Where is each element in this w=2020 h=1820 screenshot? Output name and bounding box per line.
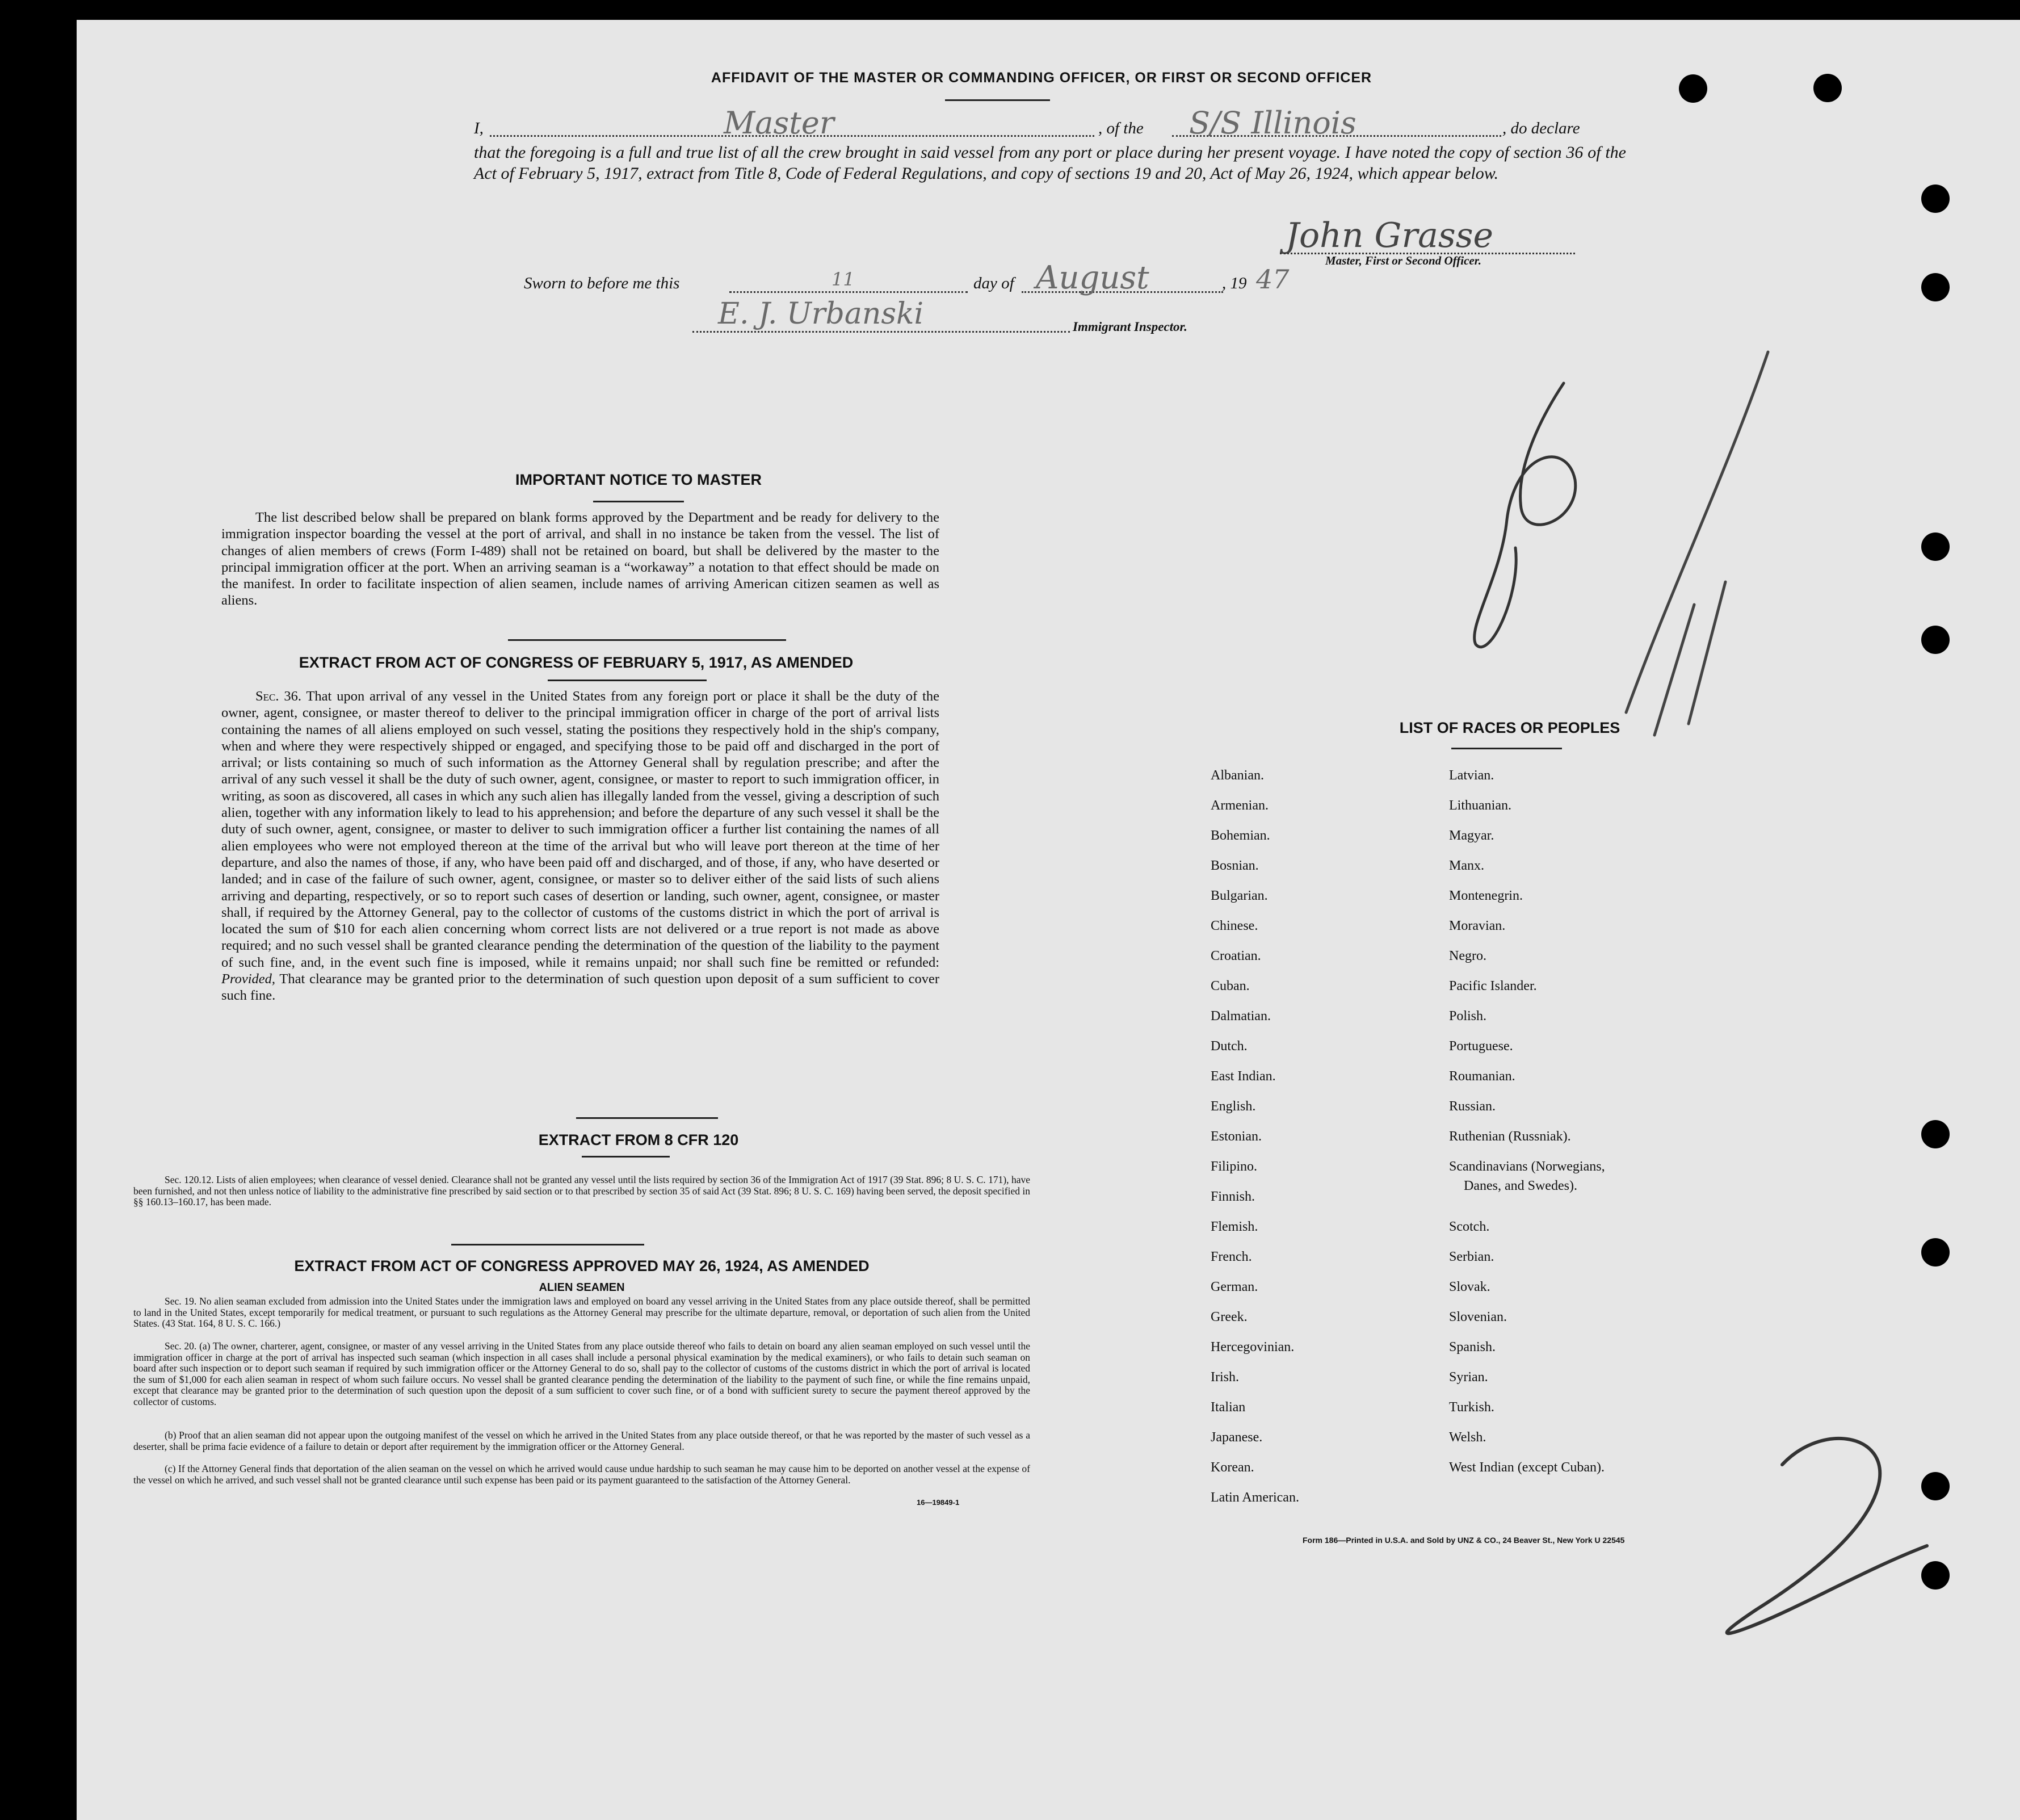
sworn-day-handwritten: 11 <box>831 269 855 290</box>
race-item: Manx. <box>1449 858 1484 873</box>
races-divider <box>1451 748 1562 749</box>
extract-1917-text <box>221 688 939 1004</box>
sec-36-body: That upon arrival of any vessel in the United States from any foreign port or place it shall be the duty of the owner, agent, consignee, or master thereof to deliver to the principal immigration officer in charge of the port of arrival lists containing the names of all aliens employed on such vessel, stating the positions they respectively hold in the ship's company, when and where they were respectively shipped or engaged, and specifying those to be paid off and discharged in the port of arrival; or lists containing so much of such information as the Attorney General shall by regulation prescribe; and after the arrival of any such vessel it shall be the duty of such owner, agent, consignee, or master to report to such immigration officer, in writing, as soon as discovered, all cases in which any such alien has illegally landed from the vessel, giving a description of such alien, together with any information likely to lead to his apprehension; and before the departure of any such vessel it shall be the duty of such owner, agent, consignee, or master to deliver to such immigration officer a further list containing the names of all alien employees who were not employed thereon at the time of the arrival but who will leave port thereon at the time of her departure, and also the names of those, if any, who have been paid off and discharged, and of those, if any, who have deserted or landed; and in case of the failure of such owner, agent, consignee, or master so to deliver either of the said lists of such aliens arriving and departing, respectively, or so to report such cases of desertion or landing, such owner, agent, consignee, or master shall, if required by the Attorney General, pay to the collector of customs of the customs district in which the port of arrival is located the sum of $10 for each alien concerning whom correct lists are not delivered or a true report is not made as above required; and no such vessel shall be granted clearance pending the determination of the question of the liability to the payment of such fine, and, in the event such fine is imposed, while it remains unpaid; nor shall such fine be remitted or refunded: <box>221 689 939 970</box>
race-item: Dutch. <box>1211 1039 1248 1054</box>
race-item: Magyar. <box>1449 828 1494 843</box>
race-item-continuation: Danes, and Swedes). <box>1464 1179 1577 1193</box>
race-item: Estonian. <box>1211 1129 1262 1144</box>
race-item: Scandinavians (Norwegians, <box>1449 1159 1605 1174</box>
race-item: Chinese. <box>1211 919 1258 933</box>
race-item: Portuguese. <box>1449 1039 1513 1054</box>
do-declare-label: , do declare <box>1502 119 1580 137</box>
binder-hole <box>1813 74 1842 102</box>
race-item: Latvian. <box>1449 768 1494 783</box>
race-item: Slovenian. <box>1449 1310 1507 1324</box>
race-item: Greek. <box>1211 1310 1248 1324</box>
provided-term: Provided, <box>221 971 276 987</box>
sec-36-label: Sec. 36. <box>255 689 301 704</box>
extract-cfr-text: Sec. 120.12. Lists of alien employees; when clearance of vessel denied. Clearance shall not be granted any vessel until the lists required by section 36 of the Immigration Act of 1917 (39 Stat. 896; 8 U. S. C. 171), have been furnished, and not then unless notice of liability to the administrative fine prescribed by said section or to that prescribed by section 35 of said Act (39 Stat. 896; 8 U. S. C. 169) having been served, the deposit specified in §§ 160.13–160.17, has been made. <box>133 1174 1030 1208</box>
race-item: Negro. <box>1449 949 1486 963</box>
race-item: Polish. <box>1449 1009 1487 1024</box>
race-item: Cuban. <box>1211 979 1250 993</box>
binder-hole <box>1921 1561 1950 1590</box>
notice-title: IMPORTANT NOTICE TO MASTER <box>515 471 762 488</box>
race-item: East Indian. <box>1211 1069 1276 1084</box>
signature-label: Master, First or Second Officer. <box>1325 254 1481 267</box>
vessel-handwritten: S/S Illinois <box>1189 105 1357 141</box>
race-item: Spanish. <box>1449 1340 1496 1354</box>
race-item: Flemish. <box>1211 1219 1258 1234</box>
binder-hole <box>1921 184 1950 213</box>
extract-1924-subtitle: ALIEN SEAMEN <box>539 1281 625 1294</box>
race-item: Croatian. <box>1211 949 1261 963</box>
race-item: Hercegovinian. <box>1211 1340 1295 1354</box>
year-handwritten: 47 <box>1256 264 1290 295</box>
race-item: Lithuanian. <box>1449 798 1511 813</box>
inspector-label: Immigrant Inspector. <box>1073 320 1187 334</box>
sec-19-text: Sec. 19. No alien seaman excluded from admission into the United States under the immigration laws and employed on board any vessel arriving in the United States from any place outside thereof, shall be permitted to land in the United States, except temporarily for medical treatment, or pursuant to such regulations as the Attorney General may prescribe for the ultimate departure, removal, or deportation of such alien from the United States. (43 Stat. 164, 8 U. S. C. 166.) <box>133 1295 1030 1330</box>
extract-cfr-title: EXTRACT FROM 8 CFR 120 <box>538 1131 739 1148</box>
race-item: Dalmatian. <box>1211 1009 1271 1024</box>
binder-hole <box>1921 273 1950 301</box>
race-item: Scotch. <box>1449 1219 1490 1234</box>
race-item: Syrian. <box>1449 1370 1488 1385</box>
race-item: English. <box>1211 1099 1256 1114</box>
sec-36-end: That clearance may be granted prior to the determination of such question upon deposit of a sum sufficient to cover such fine. <box>221 971 939 1004</box>
race-item: Montenegrin. <box>1449 888 1523 903</box>
race-item: Roumanian. <box>1449 1069 1515 1084</box>
race-item: Armenian. <box>1211 798 1269 813</box>
race-item: Turkish. <box>1449 1400 1494 1415</box>
section-divider-1 <box>508 639 786 641</box>
race-item: Latin American. <box>1211 1490 1299 1505</box>
affidavit-title: AFFIDAVIT OF THE MASTER OR COMMANDING OFFICER, OR FIRST OR SECOND OFFICER <box>711 70 1372 86</box>
race-item: Japanese. <box>1211 1430 1263 1445</box>
race-item: Serbian. <box>1449 1249 1494 1264</box>
race-item: German. <box>1211 1280 1258 1294</box>
i-label: I, <box>474 119 484 137</box>
race-item: Korean. <box>1211 1460 1254 1475</box>
master-handwritten: Master <box>724 105 834 141</box>
binder-hole <box>1679 74 1707 103</box>
year-prefix: , 19 <box>1222 274 1247 292</box>
declaration-text: that the foregoing is a full and true list of all the crew brought in said vessel from any port or place during her present voyage. I have noted the copy of section 36 of the Act of February 5, 1917, extract from Title 8, Code of Federal Regulations, and copy of sections 19 and 20, Act of May 26, 1924, which appear below. <box>474 143 1626 183</box>
extract-1917-divider <box>548 680 707 681</box>
race-item: Bulgarian. <box>1211 888 1268 903</box>
race-item: Pacific Islander. <box>1449 979 1537 993</box>
sec-20b-text: (b) Proof that an alien seaman did not appear upon the outgoing manifest of the vessel on which he arrived in the United States from any place outside thereof, or that he was reported by the master of such vessel as a deserter, shall be prima facie evidence of a failure to detain or deport after requirement by the immigration officer or the Attorney General. <box>133 1429 1030 1452</box>
race-item: Bosnian. <box>1211 858 1259 873</box>
of-the-label: , of the <box>1098 119 1144 137</box>
races-title: LIST OF RACES OR PEOPLES <box>1399 719 1620 736</box>
race-item: Filipino. <box>1211 1159 1258 1174</box>
race-item: Moravian. <box>1449 919 1506 933</box>
title-divider <box>945 99 1050 101</box>
section-divider-2 <box>576 1117 718 1119</box>
race-item: Finnish. <box>1211 1189 1255 1204</box>
race-item: Slovak. <box>1449 1280 1490 1294</box>
sec-20a-text: Sec. 20. (a) The owner, charterer, agent, consignee, or master of any vessel arriving in the United States from any place outside thereof who fails to detain on board any alien seaman employed on such vessel until the immigration officer in charge at the port of arrival has inspected such seaman (which inspection in all cases shall include a personal physical examination by the medical examiners), or who fails to detain such seaman on board after such inspection or to deport such seaman if required by such immigration officer or the Attorney General to do so, shall pay to the collector of customs of the customs district in which the port of arrival is located the sum of $1,000 for each alien seaman in respect of whom such failure occurs. No vessel shall be granted clearance pending the determination of the liability to the payment of such fine, or while the fine remains unpaid, except that clearance may be granted prior to the determination of such question upon the deposit of a sum sufficient to cover such fine, or of a bond with sufficient surety to secure the payment thereof approved by the collector of customs. <box>133 1340 1030 1407</box>
race-item: Italian <box>1211 1400 1246 1415</box>
race-item: Welsh. <box>1449 1430 1486 1445</box>
document-page <box>77 20 2020 1820</box>
extract-cfr-divider <box>582 1156 670 1158</box>
race-item: Ruthenian (Russniak). <box>1449 1129 1571 1144</box>
day-of-label: day of <box>973 274 1014 292</box>
binder-hole <box>1921 532 1950 561</box>
binder-hole <box>1921 1120 1950 1148</box>
extract-1917-title: EXTRACT FROM ACT OF CONGRESS OF FEBRUARY 5, 1917, AS AMENDED <box>299 654 854 671</box>
inspector-handwritten: E. J. Urbanski <box>718 297 924 331</box>
binder-hole <box>1921 1238 1950 1267</box>
extract-1924-title: EXTRACT FROM ACT OF CONGRESS APPROVED MAY 26, 1924, AS AMENDED <box>294 1257 870 1274</box>
form-printer-note: Form 186—Printed in U.S.A. and Sold by UNZ & CO., 24 Beaver St., New York U 22545 <box>1303 1536 1625 1545</box>
race-item: French. <box>1211 1249 1252 1264</box>
sworn-label: Sworn to before me this <box>524 274 680 292</box>
form-code: 16—19849-1 <box>917 1498 960 1507</box>
race-item: Irish. <box>1211 1370 1239 1385</box>
handwritten-date-annotation <box>1422 338 1819 769</box>
binder-hole <box>1921 1472 1950 1500</box>
notice-text: The list described below shall be prepared on blank forms approved by the Department and be ready for delivery to the immigration inspector boarding the vessel at the port of arrival, and shall in no instance be taken from the vessel. The list of changes of alien members of crews (Form I-489) shall not be retained on board, but shall be delivered by the master to the principal immigration officer at the port. When an arriving seaman is a “workaway” a notation to that effect should be made on the manifest. In order to facilitate inspection of alien seamen, include names of arriving American citizen seamen as well as aliens. <box>221 510 939 609</box>
race-item: Russian. <box>1449 1099 1496 1114</box>
binder-hole <box>1921 626 1950 654</box>
race-item: Bohemian. <box>1211 828 1270 843</box>
notice-divider <box>593 501 684 502</box>
race-item: Albanian. <box>1211 768 1264 783</box>
race-item: West Indian (except Cuban). <box>1449 1460 1605 1475</box>
handwritten-page-number <box>1683 1399 1944 1643</box>
sec-20c-text: (c) If the Attorney General finds that deportation of the alien seaman on the vessel on which he arrived would cause undue hardship to such seaman he may cause him to be deported on another vessel at the expense of the vessel on which he arrived, and such vessel shall not be granted clearance until such expense has been paid or its payment guaranteed to the satisfaction of the Attorney General. <box>133 1463 1030 1486</box>
sworn-month-handwritten: August <box>1036 259 1149 296</box>
signature-handwritten: John Grasse <box>1286 216 1494 255</box>
section-divider-3 <box>451 1244 644 1246</box>
